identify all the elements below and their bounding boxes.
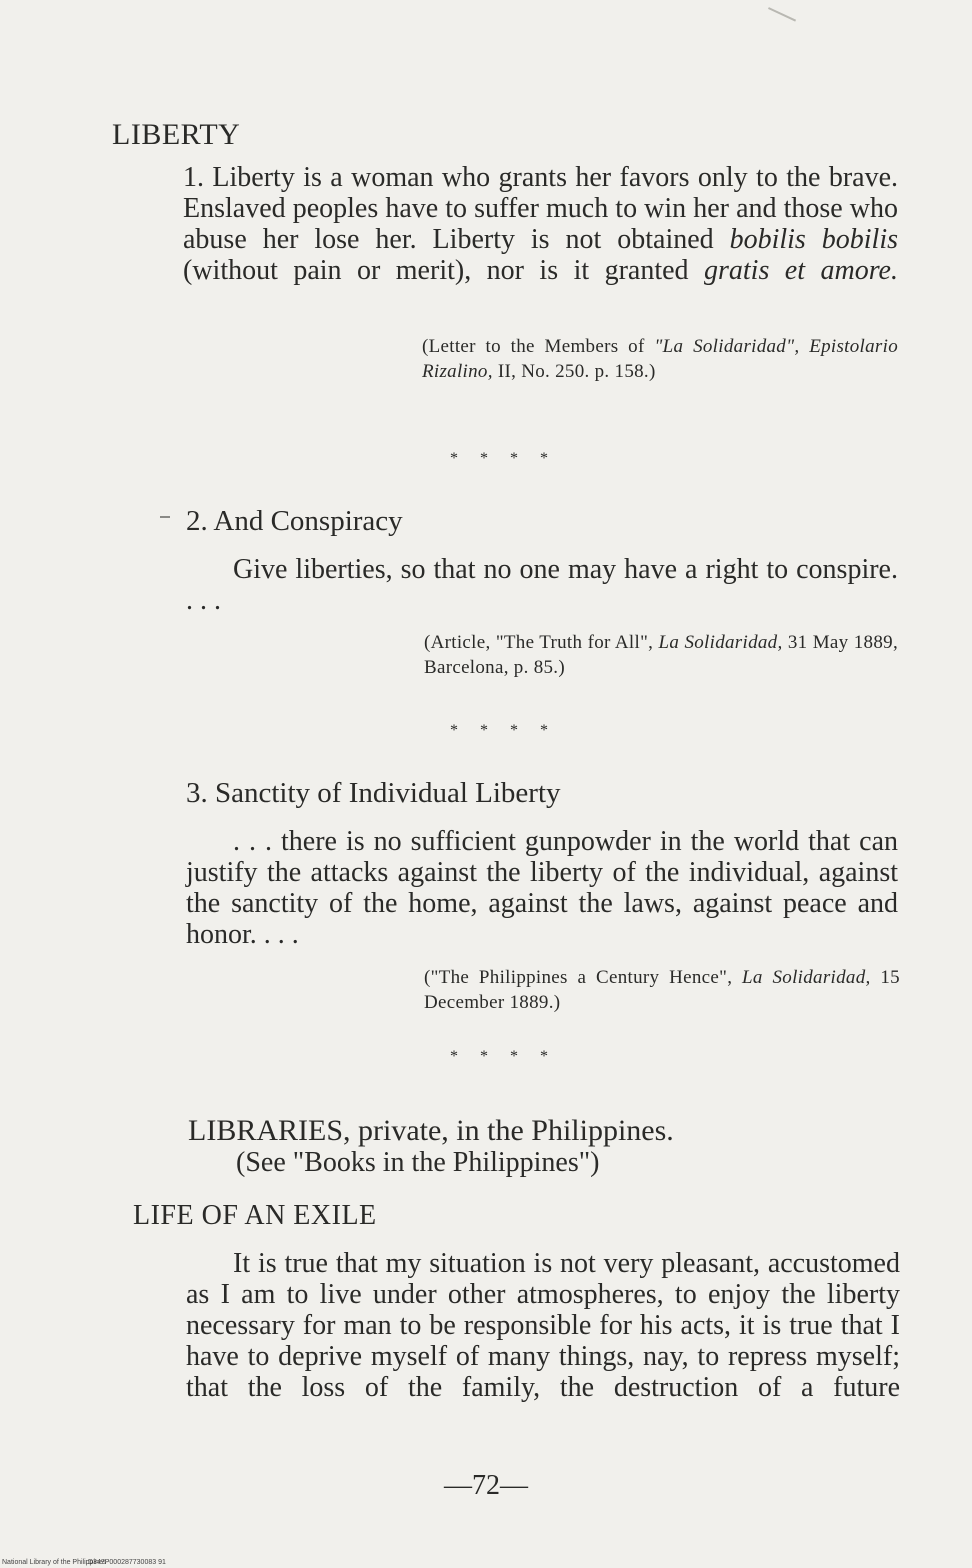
footer-library: National Library of the Philippines bbox=[2, 1559, 107, 1566]
entry-text: Liberty is a woman who grants her favors only to the brave. Enslaved peoples have to suffer much to win her and those who abuse her lose her. Liberty is not obtained bbox=[183, 162, 899, 255]
libraries-see-also: (See "Books in the Philippines") bbox=[236, 1147, 600, 1178]
citation-1 bbox=[422, 334, 898, 384]
entry-italic: bobilis bobilis bbox=[729, 224, 898, 255]
entry-text: (without pain or merit), nor is it granted bbox=[183, 255, 704, 286]
heading-life-of-an-exile: LIFE OF AN EXILE bbox=[133, 1200, 377, 1231]
citation-text: 15 December 1889.) bbox=[424, 967, 900, 1013]
page-corner-mark bbox=[768, 0, 802, 22]
exile-text: It is true that my situation is not very pleasant, accustomed as I am to live under other atmospheres, to enjoy the liberty necessary for man to be responsible for his acts, it is true that I have to deprive myself of many things, nay, to repress myself; that the loss of the family, the destruction of a future bbox=[186, 1248, 900, 1403]
footer-id: D347P000287730083 91 bbox=[88, 1559, 166, 1566]
entry-title-sanctity: 3. Sanctity of Individual Liberty bbox=[186, 777, 561, 809]
citation-text: 31 May 1889, Barcelona, p. 85.) bbox=[424, 632, 898, 678]
entry-italic: gratis et amore. bbox=[704, 255, 898, 286]
citation-italic: "La Solidaridad", Epistolario Rizalino, bbox=[422, 336, 899, 382]
page-number: —72— bbox=[444, 1470, 528, 1501]
citation-text: II, No. 250. p. 158.) bbox=[492, 361, 656, 382]
heading-liberty: LIBERTY bbox=[112, 118, 241, 151]
conspiracy-text: Give liberties, so that no one may have a right to conspire. . . . bbox=[186, 554, 898, 616]
citation-2 bbox=[424, 630, 898, 680]
liberty-entry-1 bbox=[183, 162, 898, 286]
citation-text: (Letter to the Members of bbox=[422, 336, 655, 357]
citation-3 bbox=[424, 965, 900, 1015]
citation-italic: La Solidaridad, bbox=[742, 967, 871, 988]
libraries-entry: LIBRARIES, private, in the Philippines. bbox=[188, 1114, 674, 1147]
sanctity-text: . . . there is no sufficient gunpowder in the world that can justify the attacks against the liberty of the individual, against the sanctity of the home, against the laws, against peace and honor. . . . bbox=[186, 826, 898, 950]
entry-number: 1. bbox=[183, 162, 204, 193]
citation-text: (Article, "The Truth for All", bbox=[424, 632, 659, 653]
citation-italic: La Solidaridad, bbox=[658, 632, 783, 653]
separator-3: * * * * bbox=[450, 1048, 557, 1065]
separator-1: * * * * bbox=[450, 450, 557, 467]
entry-title-conspiracy: 2. And Conspiracy bbox=[186, 505, 403, 537]
margin-mark bbox=[160, 516, 170, 518]
citation-text: ("The Philippines a Century Hence", bbox=[424, 967, 743, 988]
separator-2: * * * * bbox=[450, 722, 557, 739]
